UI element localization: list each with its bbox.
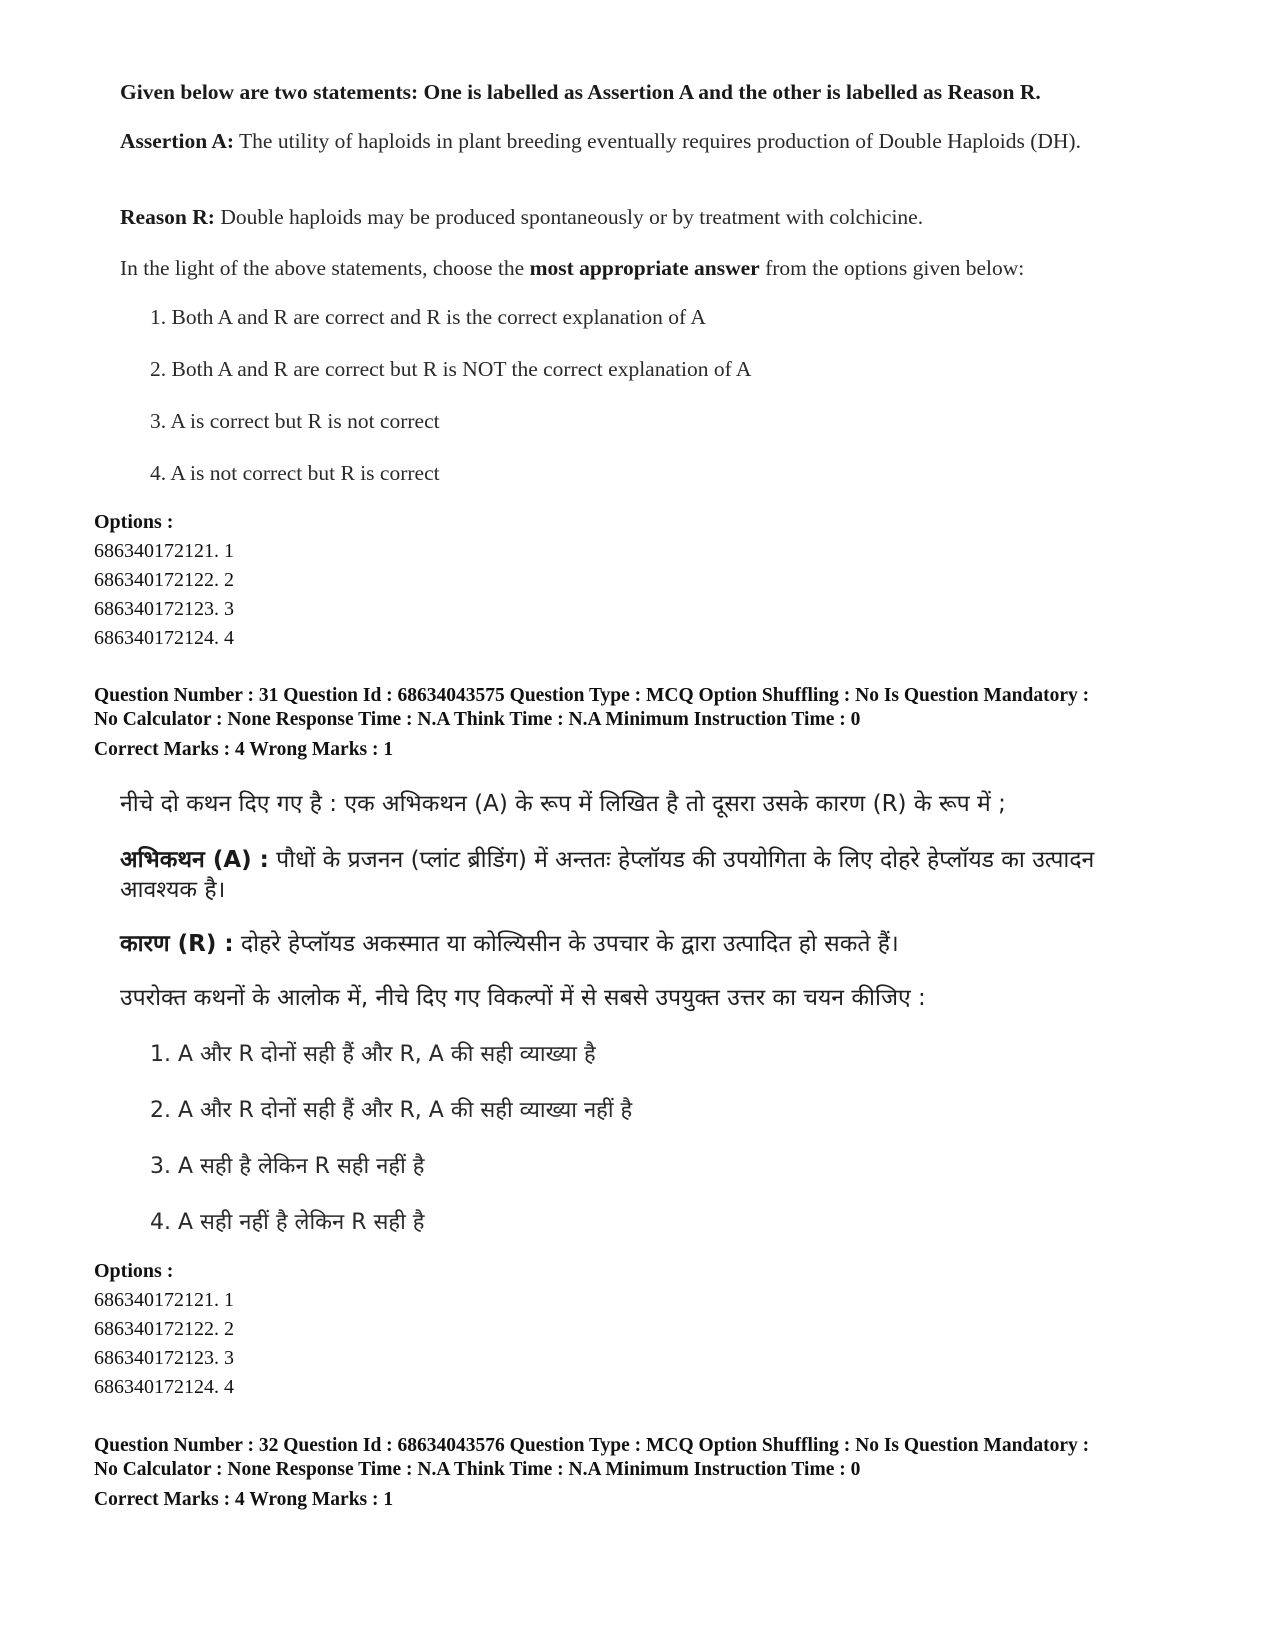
choice-3: 3. A is correct but R is not correct: [150, 409, 440, 433]
choice-4: 4. A सही नहीं है लेकिन R सही है: [150, 1210, 425, 1235]
option-item: 686340172123. 3: [94, 598, 234, 620]
reason-statement-hindi: [120, 930, 1180, 958]
choice-2: 2. Both A and R are correct but R is NOT the correct explanation of A: [150, 357, 752, 381]
assertion-label: Assertion A:: [120, 129, 235, 153]
marks-line: Correct Marks : 4 Wrong Marks : 1: [94, 1489, 394, 1510]
assertion-statement: [120, 127, 1100, 155]
choice-1: 1. Both A and R are correct and R is the correct explanation of A: [150, 305, 706, 329]
question-31-intro: नीचे दो कथन दिए गए है : एक अभिकथन (A) के रूप में लिखित है तो दूसरा उसके कारण (R) के रूप में ;: [120, 791, 1006, 817]
options-list: [94, 508, 234, 653]
meta-line: No Calculator : None Response Time : N.A Think Time : N.A Minimum Instruction Time : 0: [94, 1459, 861, 1480]
instruction-text: In the light of the above statements, choose the: [120, 256, 530, 280]
instruction-emphasis: most appropriate answer: [529, 256, 760, 280]
option-item: 686340172121. 1: [94, 1289, 234, 1311]
options-heading: Options :: [94, 1260, 174, 1282]
option-item: 686340172121. 1: [94, 540, 234, 562]
question-30-body: [120, 78, 1180, 106]
choice-2: 2. A और R दोनों सही हैं और R, A की सही व्याख्या नहीं है: [150, 1098, 633, 1123]
instruction-text-end: from the options given below:: [759, 256, 1025, 280]
option-item: 686340172122. 2: [94, 569, 234, 591]
instruction: [120, 254, 1180, 282]
assertion-label: अभिकथन (A) :: [120, 847, 269, 873]
instruction-hindi: उपरोक्त कथनों के आलोक में, नीचे दिए गए विकल्पों में से सबसे उपयुक्त उत्तर का चयन कीजिए :: [120, 985, 926, 1011]
assertion-statement-hindi: [120, 845, 1150, 905]
question-31-meta: [94, 684, 1224, 762]
question-intro: Given below are two statements: One is labelled as Assertion A and the other is labelled as Reason R.: [120, 80, 1041, 104]
question-32-meta: [94, 1434, 1224, 1512]
meta-line: No Calculator : None Response Time : N.A Think Time : N.A Minimum Instruction Time : 0: [94, 709, 861, 730]
reason-label: कारण (R) :: [120, 931, 234, 957]
choice-3: 3. A सही है लेकिन R सही नहीं है: [150, 1154, 425, 1179]
assertion-text: पौधों के प्रजनन (प्लांट ब्रीडिंग) में अन्ततः हेप्लॉयड की उपयोगिता के लिए दोहरे हेप्लॉयड का उत्पादन आवश्यक है।: [120, 847, 1095, 903]
choice-1: 1. A और R दोनों सही हैं और R, A की सही व्याख्या है: [150, 1042, 596, 1067]
meta-line: Question Number : 32 Question Id : 68634043576 Question Type : MCQ Option Shuffling : No Is Question Mandatory :: [94, 1435, 1090, 1456]
reason-label: Reason R:: [120, 205, 215, 229]
reason-text: दोहरे हेप्लॉयड अकस्मात या कोल्यिसीन के उपचार के द्वारा उत्पादित हो सकते हैं।: [233, 931, 899, 957]
marks-line: Correct Marks : 4 Wrong Marks : 1: [94, 739, 394, 760]
options-list: [94, 1257, 234, 1402]
option-item: 686340172122. 2: [94, 1318, 234, 1340]
meta-line: Question Number : 31 Question Id : 68634043575 Question Type : MCQ Option Shuffling : No Is Question Mandatory :: [94, 685, 1090, 706]
option-item: 686340172123. 3: [94, 1347, 234, 1369]
reason-text: Double haploids may be produced spontaneously or by treatment with colchicine.: [214, 205, 924, 229]
choice-4: 4. A is not correct but R is correct: [150, 461, 440, 485]
option-item: 686340172124. 4: [94, 627, 234, 649]
assertion-text: The utility of haploids in plant breeding eventually requires production of Double Haploids (DH).: [234, 129, 1081, 153]
option-item: 686340172124. 4: [94, 1376, 234, 1398]
reason-statement: [120, 203, 1180, 231]
options-heading: Options :: [94, 511, 174, 533]
